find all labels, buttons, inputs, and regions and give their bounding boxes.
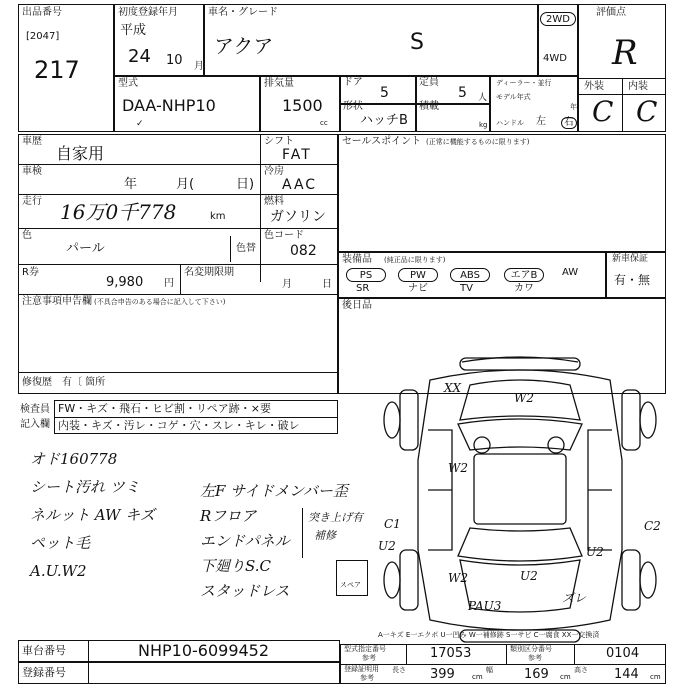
load-label: 積載 bbox=[419, 101, 439, 112]
damage-mark: U2 bbox=[378, 539, 396, 553]
displacement-unit: cc bbox=[320, 119, 328, 127]
damage-mark: W2 bbox=[448, 571, 468, 585]
damage-mark: ズレ bbox=[562, 591, 587, 605]
mileage-value: 16万0千778 bbox=[60, 200, 177, 224]
spare-label: スペア bbox=[340, 581, 361, 589]
displacement-label: 排気量 bbox=[264, 78, 294, 89]
shape-label: 形状 bbox=[343, 101, 363, 112]
dealer-label: ディーラー・並行 bbox=[496, 79, 552, 87]
doors-value: 5 bbox=[380, 85, 389, 101]
equipment-item: ABS bbox=[450, 268, 490, 282]
recycle-label: R券 bbox=[22, 267, 39, 278]
chassis-label: 車台番号 bbox=[22, 644, 66, 657]
ext-label: 外装 bbox=[584, 81, 604, 92]
color-label: 色 bbox=[22, 230, 32, 241]
length-unit: cm bbox=[472, 673, 483, 681]
model-cert-label: 型式指定番号 bbox=[344, 645, 386, 653]
capacity-label: 定員 bbox=[419, 77, 439, 88]
fuel-label: 燃料 bbox=[264, 196, 284, 207]
recycle-unit: 円 bbox=[164, 278, 174, 289]
color-code-label: 色コード bbox=[264, 230, 304, 241]
displacement-value: 1500 bbox=[282, 96, 323, 115]
handle-left: 左 bbox=[536, 116, 546, 127]
height-unit: cm bbox=[650, 673, 661, 681]
equipment-sub: (純正品に限ります) bbox=[384, 256, 446, 264]
mileage-label: 走行 bbox=[22, 196, 42, 207]
handle-label: ハンドル bbox=[496, 119, 524, 127]
type-value: DAA-NHP10 bbox=[122, 96, 216, 115]
repair-value: 有〔 箇所 bbox=[62, 377, 106, 388]
inspection-day: 日) bbox=[236, 177, 255, 192]
load-unit: kg bbox=[479, 121, 488, 129]
rating-value: R bbox=[612, 33, 638, 73]
drive-2wd: 2WD bbox=[540, 12, 576, 26]
inspection-year: 年 bbox=[124, 177, 138, 192]
model-name: アクア bbox=[214, 34, 274, 58]
damage-mark: U2 bbox=[520, 569, 538, 583]
handwritten-note-raised: 突き上げ有 bbox=[308, 511, 363, 524]
month-unit: 月 bbox=[194, 61, 204, 72]
damage-mark: C2 bbox=[644, 519, 661, 533]
capacity-value: 5 bbox=[458, 85, 467, 101]
change-deadline-label: 名変期限期 bbox=[184, 267, 234, 278]
shift-label: シフト bbox=[264, 136, 294, 147]
use-label: 車歴 bbox=[22, 136, 42, 147]
inspector-label-1: 検査員 bbox=[20, 404, 50, 415]
damage-mark: W2 bbox=[448, 461, 468, 475]
int-grade: C bbox=[636, 95, 658, 128]
lot-number: 217 bbox=[34, 56, 80, 84]
equipment-item-sub: カワ bbox=[514, 283, 534, 294]
width-label: 幅 bbox=[486, 666, 493, 674]
inspector-row-1: FW・キズ・飛石・ヒビ割・リペア跡・×要 bbox=[58, 402, 271, 415]
equipment-item: AW bbox=[562, 267, 579, 278]
damage-mark: U2 bbox=[586, 545, 604, 559]
new-car-value: 有・無 bbox=[614, 273, 651, 287]
damage-legend: A一キズ E一エクボ U一凹み W一補修跡 S一サビ C一腐食 XX一交換済 bbox=[378, 631, 600, 639]
length-label: 長さ bbox=[392, 666, 406, 674]
chassis-value: NHP10-6099452 bbox=[138, 641, 270, 660]
equipment-item-sub: ナビ bbox=[408, 283, 428, 294]
handwritten-line: 左F サイドメンバー歪 bbox=[200, 482, 348, 500]
era: 平成 bbox=[120, 23, 147, 38]
handwritten-line: オド160778 bbox=[30, 450, 118, 468]
capacity-unit: 人 bbox=[478, 93, 488, 103]
equipment-item-sub: SR bbox=[356, 283, 370, 294]
width-unit: cm bbox=[560, 673, 571, 681]
handwritten-line: ネルット AW キズ bbox=[30, 506, 155, 524]
notes-sub: (不具合申告のある場合に記入して下さい) bbox=[94, 298, 226, 306]
equipment-item: PW bbox=[398, 268, 438, 282]
shift-value: FAT bbox=[282, 147, 312, 163]
class-value: 0104 bbox=[606, 646, 640, 661]
handwritten-line: スタッドレス bbox=[200, 582, 290, 600]
model-cert-sub: 参考 bbox=[362, 654, 376, 662]
equipment-item-sub: TV bbox=[460, 283, 473, 294]
int-label: 内装 bbox=[628, 81, 648, 92]
equipment-item: PS bbox=[346, 268, 386, 282]
rating-label: 評価点 bbox=[596, 7, 626, 18]
mileage-unit: km bbox=[210, 211, 226, 222]
doors-label: ドア bbox=[343, 77, 363, 88]
selling-points-sub: (正常に機能するものに限ります) bbox=[426, 138, 530, 146]
cooler-label: 冷房 bbox=[264, 166, 284, 177]
reg-box bbox=[18, 662, 340, 684]
type-label: 型式 bbox=[118, 78, 138, 89]
after-label: 後日品 bbox=[342, 300, 372, 311]
inspector-row-2: 内装・キズ・汚レ・コゲ・穴・スレ・キレ・破レ bbox=[58, 419, 300, 432]
fuel-value: ガソリン bbox=[270, 209, 326, 225]
height-label: 高さ bbox=[574, 666, 588, 674]
recycle-value: 9,980 bbox=[106, 275, 144, 290]
inspector-label-2: 記入欄 bbox=[20, 419, 50, 430]
drive-4wd: 4WD bbox=[543, 53, 567, 64]
class-label: 類別区分番号 bbox=[510, 645, 552, 653]
damage-mark: XX bbox=[444, 381, 462, 395]
class-sub: 参考 bbox=[528, 654, 542, 662]
lot-sub: [2047] bbox=[26, 31, 60, 42]
model-year-label: モデル年式 bbox=[496, 93, 531, 101]
name-label: 車名・グレード bbox=[208, 7, 278, 18]
notes-label: 注意事項申告欄 bbox=[22, 296, 92, 307]
ext-grade: C bbox=[592, 95, 614, 128]
width-value: 169 bbox=[524, 667, 549, 682]
first-reg-label: 初度登録年月 bbox=[118, 7, 178, 18]
equipment-label: 装備品 bbox=[342, 254, 372, 265]
damage-mark: C1 bbox=[384, 517, 401, 531]
lot-label: 出品番号 bbox=[22, 7, 62, 18]
reg-label: 登録番号 bbox=[22, 666, 66, 679]
handle-right: 右 bbox=[561, 117, 577, 129]
grade-value: S bbox=[410, 30, 424, 55]
selling-points-label: セールスポイント bbox=[342, 136, 422, 147]
month: 10 bbox=[166, 53, 183, 68]
spare-box bbox=[336, 560, 368, 596]
handwritten-line: Rフロア bbox=[200, 507, 257, 525]
length-value: 399 bbox=[430, 667, 455, 682]
handwritten-line: A.U.W2 bbox=[30, 562, 87, 580]
use-value: 自家用 bbox=[56, 144, 105, 163]
repaint-label: 色替 bbox=[236, 243, 256, 254]
new-car-label: 新車保証 bbox=[612, 254, 649, 264]
repair-label: 修復歴 bbox=[22, 377, 52, 388]
inspection-month: 月( bbox=[176, 177, 195, 192]
color-code-value: 082 bbox=[290, 243, 317, 259]
shape-value: ハッチB bbox=[360, 113, 408, 128]
change-month: 月 bbox=[282, 279, 292, 290]
year: 24 bbox=[128, 46, 151, 67]
reg-cert-label: 登録証明用 bbox=[344, 665, 379, 673]
handwritten-note-repair: 補修 bbox=[314, 529, 336, 542]
handwritten-line: 下廻りS.C bbox=[200, 557, 271, 575]
reg-cert-sub: 参考 bbox=[360, 674, 374, 682]
model-year-unit: 年 bbox=[570, 103, 577, 111]
check-mark: ✓ bbox=[136, 119, 144, 129]
inspection-label: 車検 bbox=[22, 166, 42, 177]
handwritten-line: エンドパネル bbox=[200, 532, 290, 550]
handwritten-line: シート汚れ ツミ bbox=[30, 478, 140, 496]
damage-mark: W2 bbox=[514, 391, 534, 405]
selling-points-box bbox=[338, 134, 666, 252]
cooler-value: AAC bbox=[282, 177, 318, 193]
change-day: 日 bbox=[322, 279, 332, 290]
model-cert-value: 17053 bbox=[430, 646, 472, 661]
handwritten-line: ペット毛 bbox=[30, 534, 91, 552]
damage-mark: PAU3 bbox=[468, 599, 502, 613]
color-value: パール bbox=[66, 241, 105, 256]
equipment-item: エアB bbox=[504, 268, 544, 282]
height-value: 144 bbox=[614, 667, 639, 682]
